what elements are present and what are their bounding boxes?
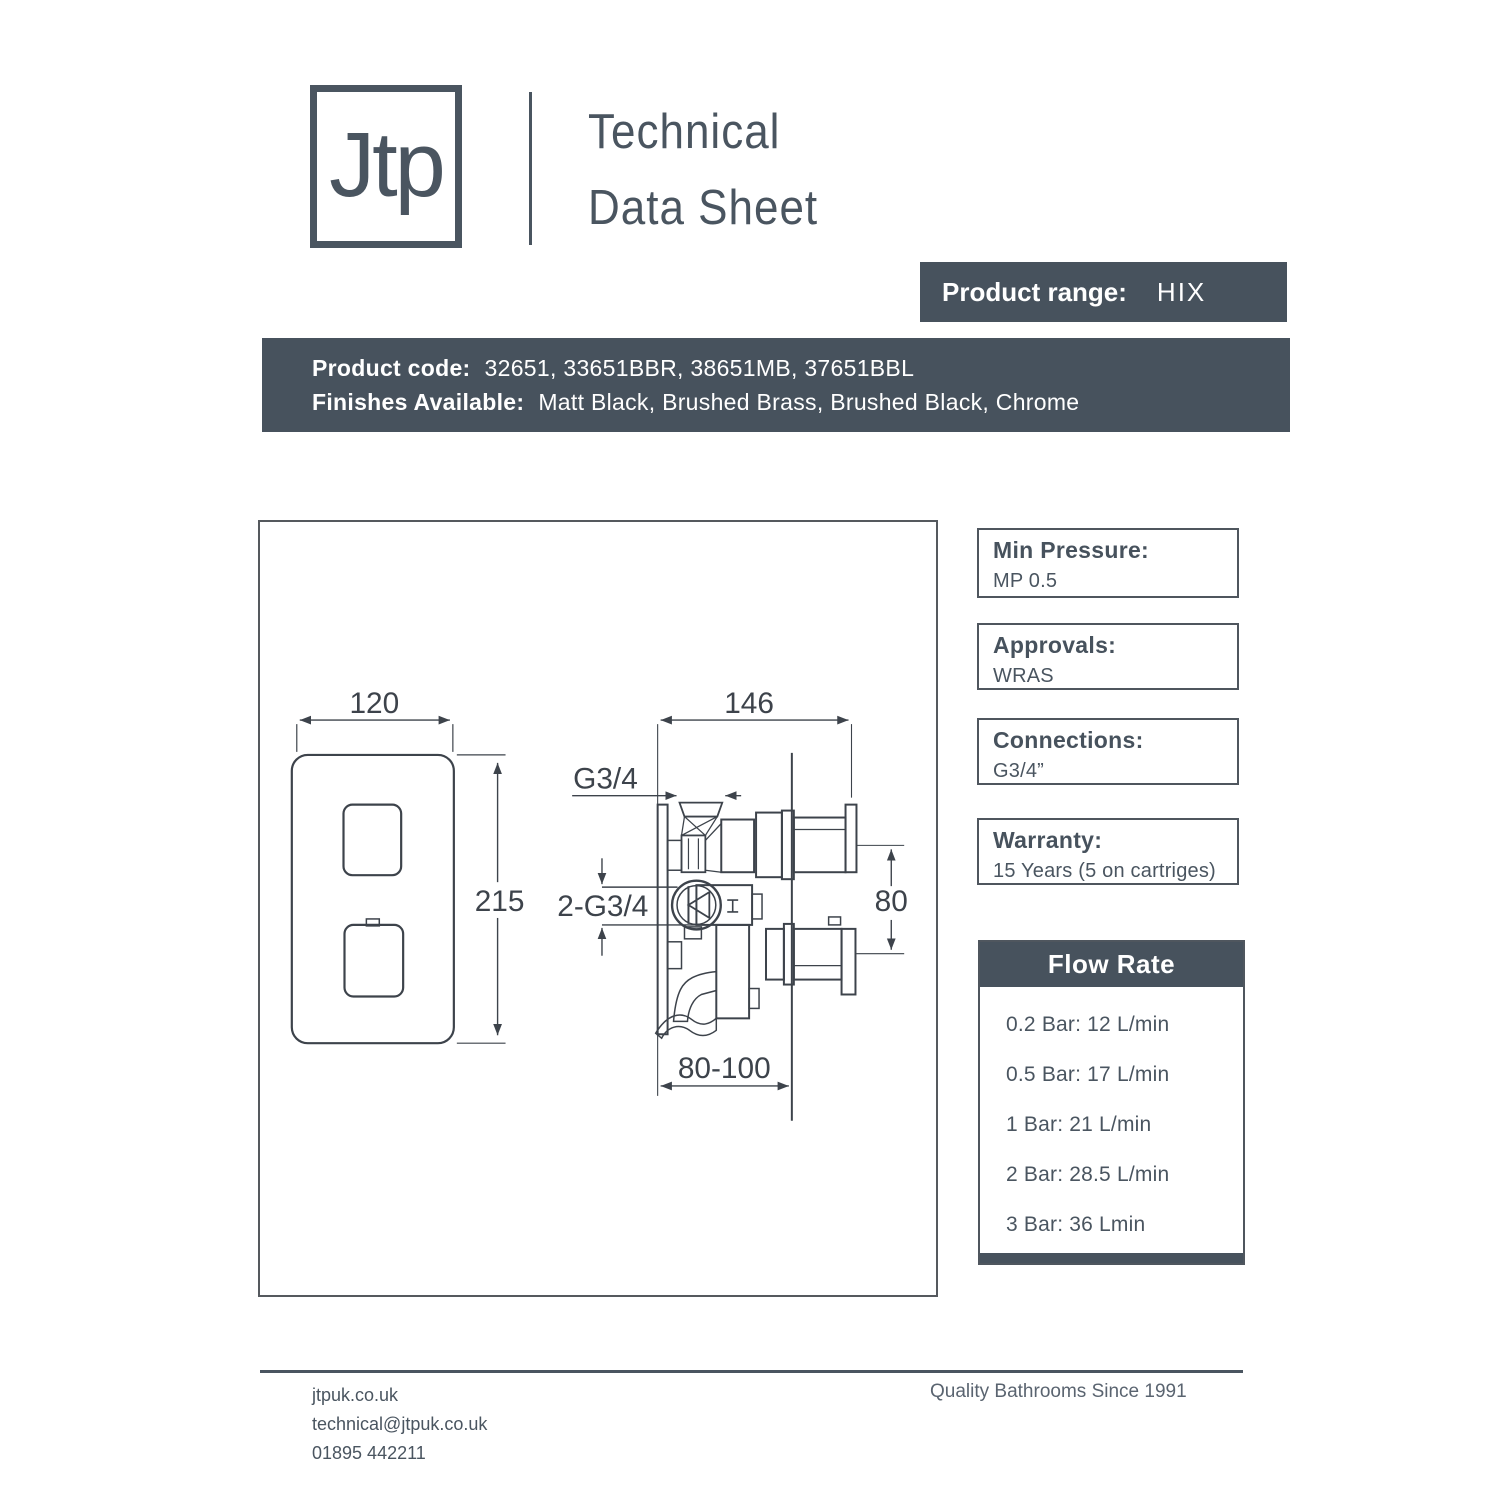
product-range-bar	[920, 262, 1287, 322]
finishes-label: Finishes Available:	[312, 389, 525, 415]
warranty-box	[977, 818, 1239, 885]
connections-label: Connections:	[993, 727, 1144, 753]
min-pressure-box	[977, 528, 1239, 598]
port-spacing-dim-label: 80	[874, 884, 908, 918]
connections-value: G3/4”	[993, 760, 1045, 782]
wall-depth-dim-label: 80-100	[677, 1051, 771, 1085]
flow-rate-bottom-strip	[980, 1253, 1243, 1263]
side-depth-dim-label: 146	[724, 687, 774, 721]
product-range-label: Product range:	[942, 276, 1127, 307]
flow-rate-row: 2 Bar: 28.5 L/min	[1006, 1163, 1170, 1186]
jtp-logo-text: Jtp	[329, 113, 443, 216]
flow-rate-row: 0.2 Bar: 12 L/min	[1006, 1013, 1170, 1036]
sheet-title-line1: Technical	[588, 104, 781, 159]
product-code-bar	[262, 338, 1290, 432]
product-code-label: Product code:	[312, 355, 471, 381]
footer-divider	[260, 1370, 1243, 1373]
front-view-dimensions	[297, 720, 524, 1043]
side-ports-dim-label: 2-G3/4	[557, 889, 649, 923]
min-pressure-value: MP 0.5	[993, 570, 1058, 592]
flow-rate-row: 3 Bar: 36 Lmin	[1006, 1213, 1146, 1236]
warranty-label: Warranty:	[993, 827, 1103, 853]
top-port-dim-label: G3/4	[573, 762, 638, 796]
footer-email: technical@jtpuk.co.uk	[312, 1414, 488, 1434]
flow-rate-row: 1 Bar: 21 L/min	[1006, 1113, 1152, 1136]
front-height-dim-label: 215	[474, 884, 525, 918]
footer-tagline: Quality Bathrooms Since 1991	[930, 1381, 1187, 1402]
sheet-title	[588, 94, 818, 246]
product-code-value: 32651, 33651BBR, 38651MB, 37651BBL	[484, 355, 915, 381]
flow-rate-title: Flow Rate	[980, 942, 1243, 987]
finishes-line	[312, 385, 1290, 419]
warranty-value: 15 Years (5 on cartriges)	[993, 860, 1216, 882]
header-divider	[529, 92, 532, 245]
approvals-box	[977, 623, 1239, 690]
flow-rate-rows	[980, 987, 1243, 1250]
sheet-title-line2: Data Sheet	[588, 180, 819, 236]
front-view-plate-drawing	[292, 755, 454, 1043]
footer-phone: 01895 442211	[312, 1443, 426, 1463]
min-pressure-label: Min Pressure:	[993, 537, 1150, 563]
jtp-logo	[310, 85, 462, 248]
technical-drawing	[260, 522, 936, 1295]
flow-rate-box	[978, 940, 1245, 1265]
hot-indicator-icon	[727, 900, 738, 912]
footer-website: jtpuk.co.uk	[312, 1385, 399, 1405]
product-range-value: HIX	[1156, 276, 1207, 307]
connections-box	[977, 718, 1239, 785]
flow-rate-row: 0.5 Bar: 17 L/min	[1006, 1063, 1170, 1086]
front-width-dim-label: 120	[349, 687, 400, 721]
technical-drawing-box	[258, 520, 938, 1297]
product-code-line	[312, 351, 1290, 385]
finishes-value: Matt Black, Brushed Brass, Brushed Black, Chrome	[538, 389, 1080, 415]
approvals-label: Approvals:	[993, 632, 1117, 658]
approvals-value: WRAS	[993, 665, 1054, 687]
footer-contact	[312, 1381, 487, 1468]
